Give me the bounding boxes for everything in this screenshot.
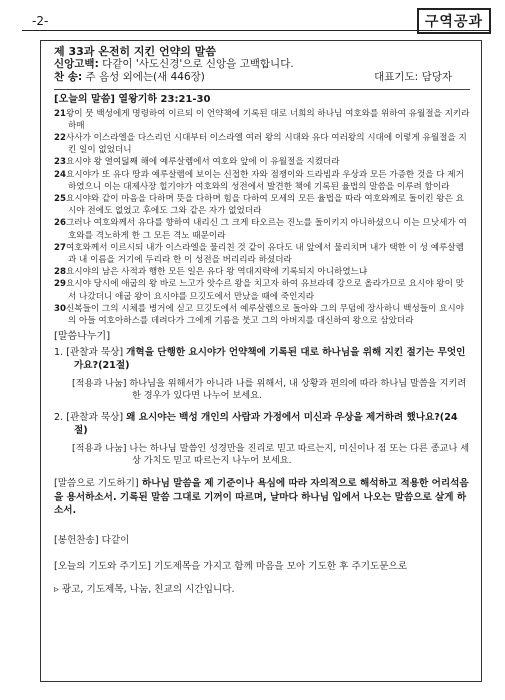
question-text: 왜 요시야는 백성 개인의 사람과 가정에서 미신과 우상을 제거하려 했나요?(24절) bbox=[74, 411, 458, 436]
prayer-text: 담당자 bbox=[421, 70, 452, 83]
lesson-title: 제 33과 온전히 지킨 언약의 말씀 bbox=[54, 45, 216, 58]
verse-text: 요시야와 같이 마음을 다하며 뜻을 다하며 힘을 다하여 모세의 모든 율법을 따라 여호와께로 돌이킨 왕은 요시야 전에도 없었고 후에도 그와 같은 자가 없었더라 bbox=[65, 194, 464, 217]
verse-text: 신복들이 그의 시체를 병거에 싣고 므깃도에서 예루살렘으로 돌아와 그의 무덤에 장사하니 백성들이 요시야의 아들 여호아하스를 데려다가 그에게 기름을 붓고 그의 아버지를 대신하여 왕으로 삼았더라 bbox=[65, 303, 465, 327]
verse-21 bbox=[54, 108, 470, 132]
application-text: 하나님을 위해서가 아니라 나를 위해서, 내 상황과 편의에 따라 하나님 말씀을 지키려 한 경우가 있다면 나누어 보세요. bbox=[129, 377, 467, 402]
question-2 bbox=[54, 411, 470, 437]
offering-hymn: [봉헌찬송] 다같이 bbox=[54, 534, 130, 546]
page-number: -2- bbox=[32, 14, 49, 28]
verse-29 bbox=[54, 278, 470, 302]
verse-text: 요시야 왕 열여덟째 해에 예루살렘에서 여호와 앞에 이 유월절을 지켰더라 bbox=[65, 157, 340, 168]
verse-text: 요시야 당시에 애굽의 왕 바로 느고가 앗수르 왕을 치고자 하여 유브라데 강으로 올라가므로 요시야 왕이 맞서 나갔더니 애굽 왕이 요시야를 므깃도에서 만났을 때에 죽인지라 bbox=[65, 279, 464, 302]
reading-heading: [오늘의 말씀] 열왕기하 23:21-30 bbox=[54, 94, 211, 106]
closing-prayer: [오늘의 기도와 주기도] 기도제목을 가지고 함께 마음을 모아 기도한 후 주기도문으로 bbox=[54, 561, 408, 573]
verse-text: 왕이 뭇 백성에게 명령하여 이르되 이 언약책에 기록된 대로 너희의 하나님 여호와를 위하여 유월절을 지키라 하매 bbox=[65, 108, 470, 131]
verse-number: 24 bbox=[54, 169, 66, 180]
application-1 bbox=[72, 378, 470, 403]
hymn-label: 찬 송: bbox=[54, 70, 83, 83]
verse-30 bbox=[54, 303, 470, 327]
application-2 bbox=[72, 443, 470, 468]
lesson-content bbox=[54, 46, 470, 596]
prayer-summary bbox=[54, 477, 470, 517]
verse-24 bbox=[54, 169, 470, 193]
hymn-line bbox=[54, 71, 470, 83]
question-number: 1. bbox=[54, 346, 64, 358]
verse-number: 27 bbox=[54, 242, 66, 253]
verse-number: 29 bbox=[54, 279, 66, 290]
verse-number: 30 bbox=[54, 303, 66, 314]
verse-number: 26 bbox=[54, 218, 66, 229]
question-text: 개혁을 단행한 요시야가 언약책에 기록된 대로 하나님을 위해 지킨 절기는 무엇인가요?(21절) bbox=[74, 346, 466, 371]
verse-number: 25 bbox=[54, 194, 66, 205]
sharing-heading: [말씀나누기] bbox=[54, 331, 111, 343]
confession-label: 신앙고백: bbox=[54, 58, 99, 71]
verse-text: 요시야의 남은 사적과 행한 모든 일은 유다 왕 역대지략에 기록되지 아니하였느냐 bbox=[65, 267, 368, 278]
hymn-text: 주 음성 외에는(새 446장) bbox=[85, 70, 205, 83]
application-text: 나는 하나님 말씀인 성경만을 진리로 믿고 따르는지, 미신이나 점 또는 다른 종교나 세상 가치도 믿고 따르는지 나누어 보세요. bbox=[129, 442, 470, 466]
summary-lead: [말씀으로 기도하기] bbox=[54, 478, 139, 490]
confession-text: 다같이 '사도신경'으로 신앙을 고백합니다. bbox=[102, 58, 294, 71]
question-tag: [관찰과 묵상] bbox=[66, 411, 124, 423]
verse-25 bbox=[54, 193, 470, 217]
question-1 bbox=[54, 346, 470, 372]
representative-prayer bbox=[374, 71, 452, 83]
verse-23 bbox=[54, 156, 470, 168]
verse-text: 그러나 여호와께서 유다를 향하여 내리신 그 크게 타오르는 진노를 돌이키지 아니하셨으니 이는 므낫세가 여호와를 격노하게 한 그 모든 격노 때문이라 bbox=[65, 218, 467, 241]
header-rule bbox=[22, 30, 491, 31]
verse-text: 사사가 이스라엘을 다스리던 시대부터 이스라엘 여러 왕의 시대와 유다 여러왕의 시대에 이렇게 유월절을 지킨 일이 없었더니 bbox=[65, 133, 467, 156]
confession-line bbox=[54, 58, 470, 70]
verse-number: 22 bbox=[54, 133, 66, 144]
verse-text: 여호와께서 이르시되 내가 이스라엘을 물리친 것 같이 유다도 내 앞에서 물리치며 내가 택한 이 성 예루살렘과 내 이름을 거기에 두리라 한 이 성전을 버리리라 하셨더라 bbox=[65, 242, 464, 266]
application-tag: [적용과 나눔] bbox=[72, 377, 127, 389]
summary-text: 하나님 말씀을 제 기준이나 욕심에 따라 자의적으로 해석하고 적용한 어리석음을 용서하소서. 기록된 말씀 그대로 기꺼이 따르며, 날마다 하나님 입에서 나오는 말씀으로 살게 하소서. bbox=[54, 478, 469, 516]
prayer-label: 대표기도: bbox=[374, 70, 419, 83]
separator bbox=[54, 89, 470, 90]
verse-22 bbox=[54, 132, 470, 156]
question-tag: [관찰과 묵상] bbox=[66, 346, 124, 358]
verse-text: 요시야가 또 유다 땅과 예루살렘에 보이는 신접한 자와 점쟁이와 드라빔과 우상과 모든 가증한 것을 다 제거하였으니 이는 대제사장 힐기야가 여호와의 성전에서 발견한 책에 기록된 율법의 말씀을 이루려 함이라 bbox=[65, 169, 464, 192]
application-tag: [적용과 나눔] bbox=[72, 442, 127, 454]
verse-list bbox=[54, 108, 470, 328]
verse-number: 28 bbox=[54, 267, 66, 278]
announcement: ▹ 광고, 기도제목, 나눔, 친교의 시간입니다. bbox=[54, 583, 235, 595]
question-number: 2. bbox=[54, 411, 64, 423]
verse-number: 21 bbox=[54, 108, 66, 119]
verse-28 bbox=[54, 266, 470, 278]
verse-26 bbox=[54, 217, 470, 241]
section-title: 구역공과 bbox=[417, 8, 491, 34]
verse-27 bbox=[54, 242, 470, 266]
verse-number: 23 bbox=[54, 157, 66, 168]
